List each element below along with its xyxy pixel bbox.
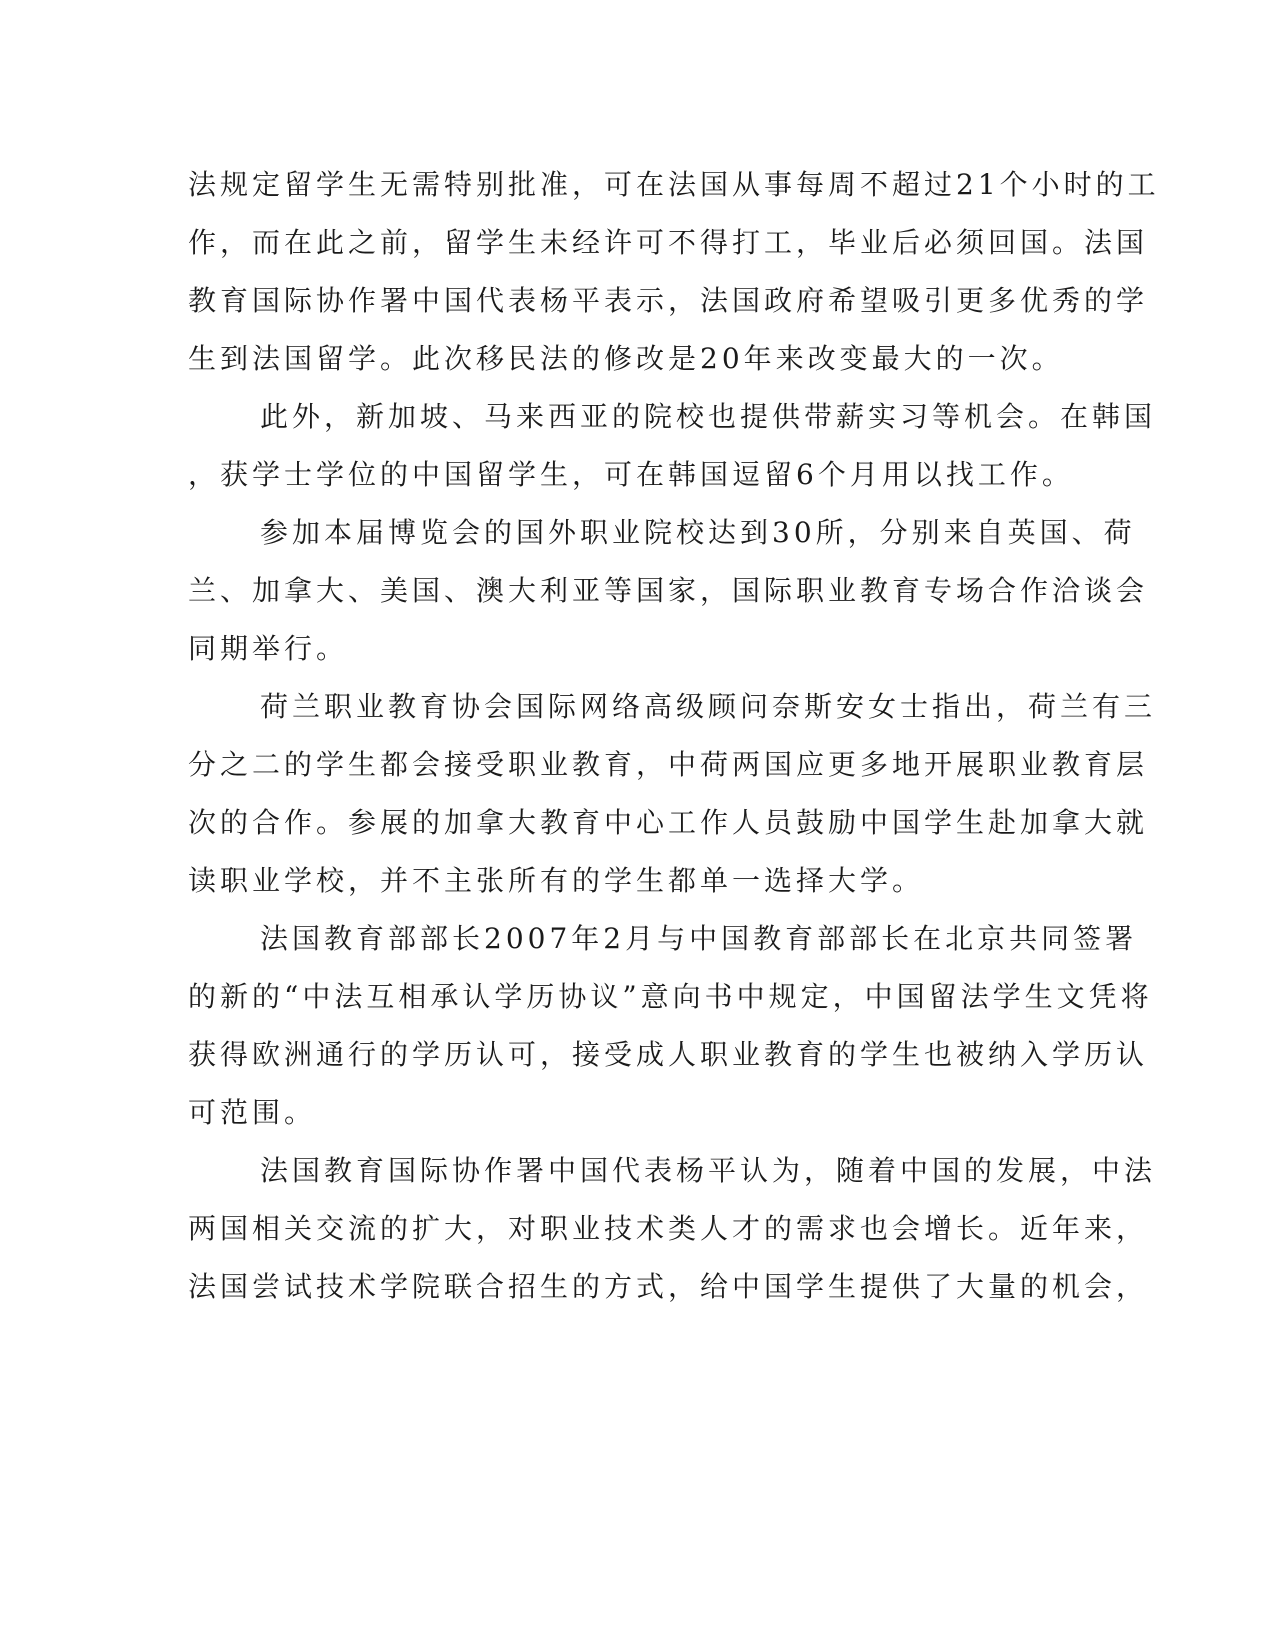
paragraph-6: [188, 1142, 1157, 1316]
text-line: ，获学士学位的中国留学生，可在韩国逗留6个月用以找工作。: [188, 458, 1074, 491]
text-line: 法国尝试技术学院联合招生的方式，给中国学生提供了大量的机会，: [188, 1270, 1149, 1303]
text-line: 生到法国留学。此次移民法的修改是20年来改变最大的一次。: [188, 342, 1064, 375]
text-line: 教育国际协作署中国代表杨平表示，法国政府希望吸引更多优秀的学: [188, 284, 1149, 317]
text-line: 法国教育国际协作署中国代表杨平认为，随着中国的发展，中法: [260, 1154, 1157, 1187]
text-line: 次的合作。参展的加拿大教育中心工作人员鼓励中国学生赴加拿大就: [188, 806, 1149, 839]
text-line: 可范围。: [188, 1096, 317, 1129]
text-line: 分之二的学生都会接受职业教育，中荷两国应更多地开展职业教育层: [188, 748, 1149, 781]
text-line: 同期举行。: [188, 632, 349, 665]
text-line: 法国教育部部长2007年2月与中国教育部部长在北京共同签署: [260, 922, 1138, 955]
text-line: 兰、加拿大、美国、澳大利亚等国家，国际职业教育专场合作洽谈会: [188, 574, 1149, 607]
text-line: 此外，新加坡、马来西亚的院校也提供带薪实习等机会。在韩国: [260, 400, 1157, 433]
paragraph-4: [188, 678, 1157, 910]
text-line: 作，而在此之前，留学生未经许可不得打工，毕业后必须回国。法国: [188, 226, 1149, 259]
text-line: 参加本届博览会的国外职业院校达到30所，分别来自英国、荷: [260, 516, 1136, 549]
paragraph-2: [188, 388, 1157, 504]
text-line: 获得欧洲通行的学历认可，接受成人职业教育的学生也被纳入学历认: [188, 1038, 1149, 1071]
text-line: 读职业学校，并不主张所有的学生都单一选择大学。: [188, 864, 925, 897]
text-line: 的新的“中法互相承认学历协议”意向书中规定，中国留法学生文凭将: [188, 980, 1153, 1013]
text-line: 两国相关交流的扩大，对职业技术类人才的需求也会增长。近年来，: [188, 1212, 1149, 1245]
paragraph-1: [188, 156, 1160, 388]
paragraph-5: [188, 910, 1153, 1142]
document-body: [188, 156, 1160, 1316]
text-line: 法规定留学生无需特别批准，可在法国从事每周不超过21个小时的工: [188, 168, 1160, 201]
paragraph-3: [188, 504, 1149, 678]
text-line: 荷兰职业教育协会国际网络高级顾问奈斯安女士指出，荷兰有三: [260, 690, 1157, 723]
